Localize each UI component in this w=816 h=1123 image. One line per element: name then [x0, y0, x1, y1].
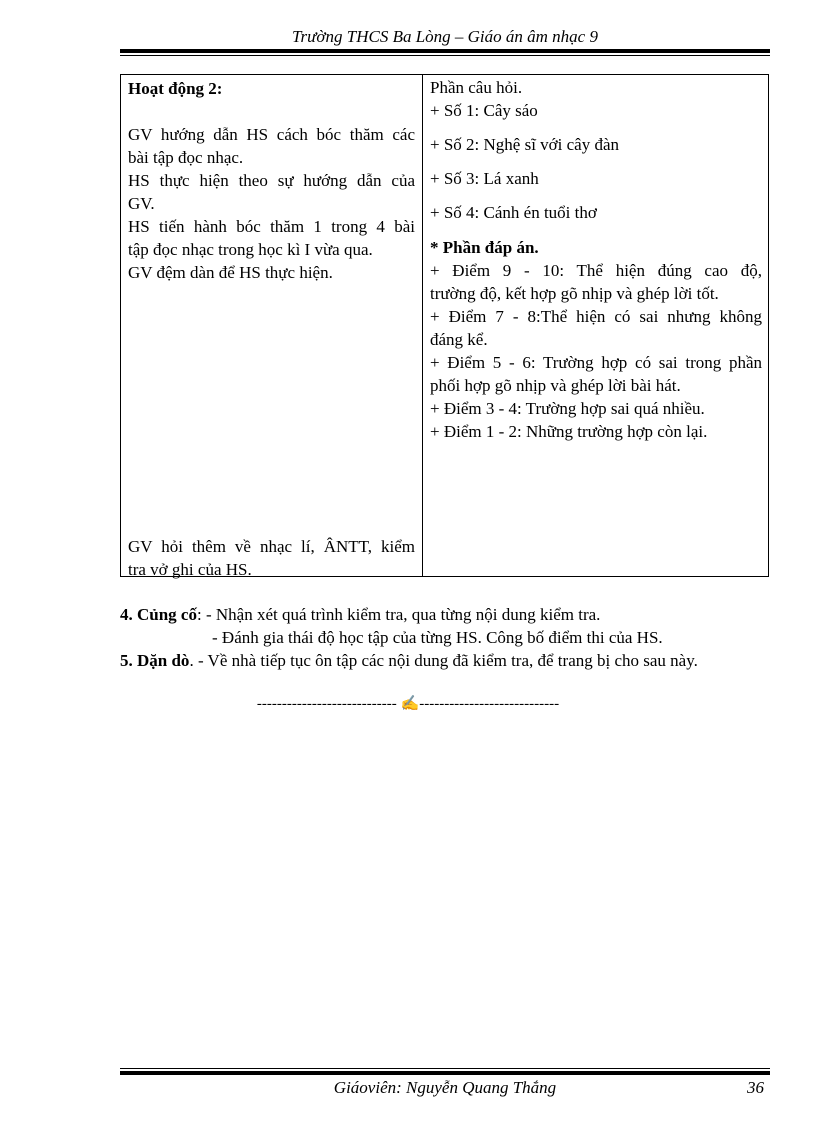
question-item: + Số 4: Cánh én tuổi thơ [430, 203, 597, 222]
activity-closing-line: tra vở ghi của HS. [128, 560, 252, 579]
consolidation-text: : - Nhận xét quá trình kiểm tra, qua từng nội dung kiểm tra. [196, 605, 601, 624]
consolidation-line-2: - Đánh gia thái độ học tập của từng HS. Công bố điểm thi của HS. [212, 628, 663, 647]
activity-line: GV hướng dẫn HS cách bóc thăm các [128, 125, 415, 144]
consolidation-line [120, 603, 600, 626]
footer-teacher-name: Giáoviên: Nguyễn Quang Thắng [333, 1078, 557, 1097]
homework-line [120, 649, 698, 672]
consolidation-label: 4. Củng cố [120, 605, 197, 624]
page-number: 36 [747, 1078, 764, 1097]
activity-column [121, 75, 423, 579]
question-item: + Số 2: Nghệ sĩ với cây đàn [430, 135, 620, 154]
questions-heading: Phần câu hỏi. [430, 78, 523, 97]
separator-dashes-left: ---------------------------- [256, 696, 401, 712]
question-item: + Số 1: Cây sáo [430, 101, 538, 120]
activity-line: tập đọc nhạc trong học kì I vừa qua. [128, 240, 373, 259]
page-header-title: Trường THCS Ba Lòng – Giáo án âm nhạc 9 [292, 27, 598, 46]
answer-line: + Điểm 7 - 8:Thể hiện có sai nhưng không [430, 307, 762, 326]
answer-line: trường độ, kết hợp gõ nhịp và ghép lời tốt. [430, 284, 719, 303]
activity-line: GV đệm dàn để HS thực hiện. [128, 263, 333, 282]
separator-dashes-right: ---------------------------- [419, 696, 560, 712]
footer-rule-thin [120, 1068, 770, 1069]
activity-line: bài tập đọc nhạc. [128, 148, 244, 167]
lesson-table [120, 74, 769, 577]
activity-line: HS tiến hành bóc thăm 1 trong 4 bài [128, 217, 415, 236]
writing-hand-icon: ✍ [400, 696, 420, 712]
answer-line: phối hợp gõ nhịp và ghép lời bài hát. [430, 376, 681, 395]
activity-line: HS thực hiện theo sự hướng dẫn của [128, 171, 415, 190]
activity-line: GV. [128, 194, 155, 213]
homework-text: . - Về nhà tiếp tục ôn tập các nội dung đã kiểm tra, để trang bị cho sau này. [189, 651, 698, 670]
answer-line: + Điểm 5 - 6: Trường hợp có sai trong phần [430, 353, 762, 372]
answer-line: + Điểm 3 - 4: Trường hợp sai quá nhiều. [430, 399, 705, 418]
activity-closing-line: GV hỏi thêm về nhạc lí, ÂNTT, kiểm [128, 537, 415, 556]
section-separator [0, 694, 816, 713]
header-rule-thin [120, 55, 770, 56]
answer-line: + Điểm 1 - 2: Những trường hợp còn lại. [430, 422, 708, 441]
activity-heading: Hoạt động 2: [128, 79, 223, 98]
homework-label: 5. Dặn dò [120, 651, 190, 670]
footer-rule-thick [120, 1071, 770, 1075]
answer-line: đáng kể. [430, 330, 488, 349]
answer-line: + Điểm 9 - 10: Thể hiện đúng cao độ, [430, 261, 762, 280]
answers-heading: * Phần đáp án. [430, 238, 539, 257]
header-rule-thick [120, 49, 770, 53]
content-column [423, 75, 768, 576]
question-item: + Số 3: Lá xanh [430, 169, 539, 188]
